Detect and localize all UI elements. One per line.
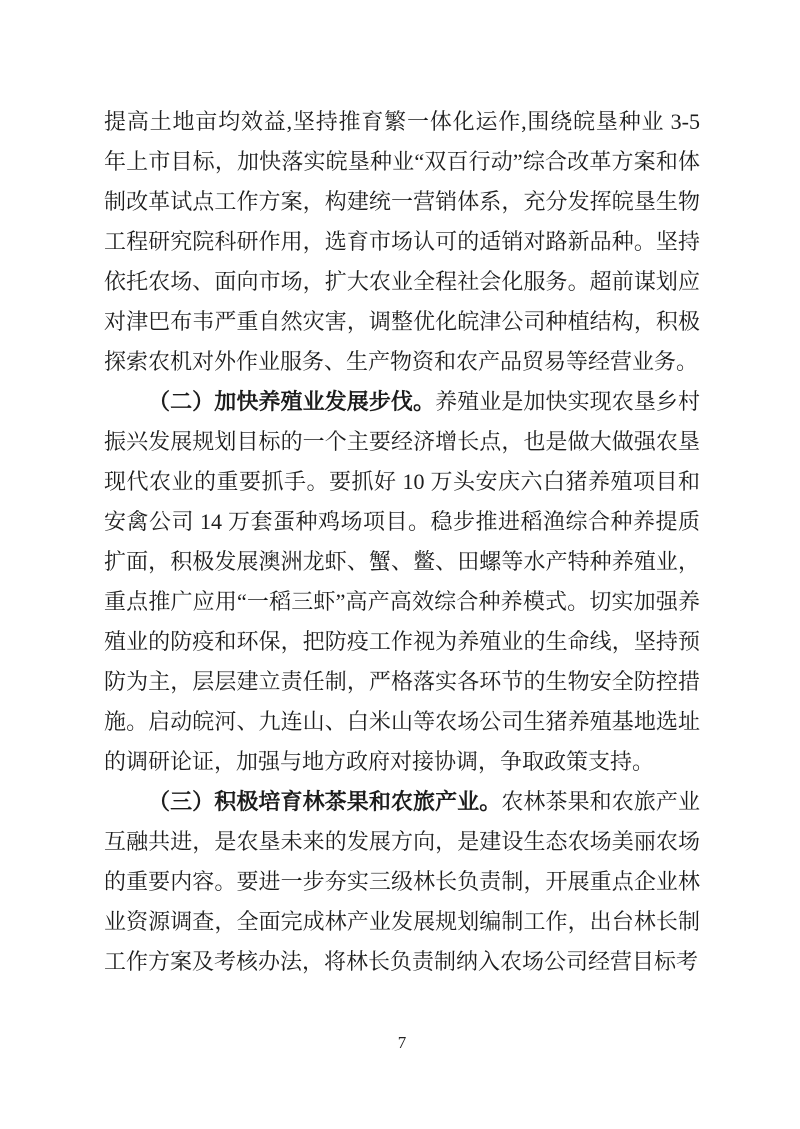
text-run: 提高土地亩均效益,坚持推育繁一体化运作,围绕皖垦种业 3-5 年上市目标，加快落实皖垦种业“双百行动”综合改革方案和体制改革试点工作方案，构建统一营销体系，充分发挥皖垦生物工程研究院科研作用，选育市场认可的适销对路新品种。坚持依托农场、面向市场，扩大农业全程社会化服务。超前谋划应对津巴布韦严重自然灾害，调整优化皖津公司种植结构，积极探索农机对外作业服务、生产物资和农产品贸易等经营业务。 (104, 109, 700, 374)
section-heading: （二）加快养殖业发展步伐。 (148, 389, 436, 414)
page-body (104, 102, 700, 982)
paragraph-aquaculture-livestock (104, 382, 700, 782)
paragraph-seed-industry-continued (104, 102, 700, 382)
text-run: 养殖业是加快实现农垦乡村振兴发展规划目标的一个主要经济增长点，也是做大做强农垦现代农业的重要抓手。要抓好 10 万头安庆六白猪养殖项目和安禽公司 14 万套蛋种鸡场项目。稳步推进稻渔综合种养提质扩面，积极发展澳洲龙虾、蟹、鳖、田螺等水产特种养殖业，重点推广应用“一稻三虾”高产高效综合种养模式。切实加强养殖业的防疫和环保，把防疫工作视为养殖业的生命线，坚持预防为主，层层建立责任制，严格落实各环节的生物安全防控措施。启动皖河、九连山、白米山等农场公司生猪养殖基地选址的调研论证，加强与地方政府对接协调，争取政策支持。 (104, 389, 700, 774)
text-run: 农林茶果和农旅产业互融共进，是农垦未来的发展方向，是建设生态农场美丽农场的重要内容。要进一步夯实三级林长负责制，开展重点企业林业资源调查，全面完成林产业发展规划编制工作，出台林长制工作方案及考核办法，将林长负责制纳入农场公司经营目标考 (104, 789, 700, 974)
section-heading: （三）积极培育林茶果和农旅产业。 (148, 789, 502, 814)
page-number: 7 (397, 1033, 407, 1052)
paragraph-forestry-tea-fruit-agritourism (104, 782, 700, 982)
